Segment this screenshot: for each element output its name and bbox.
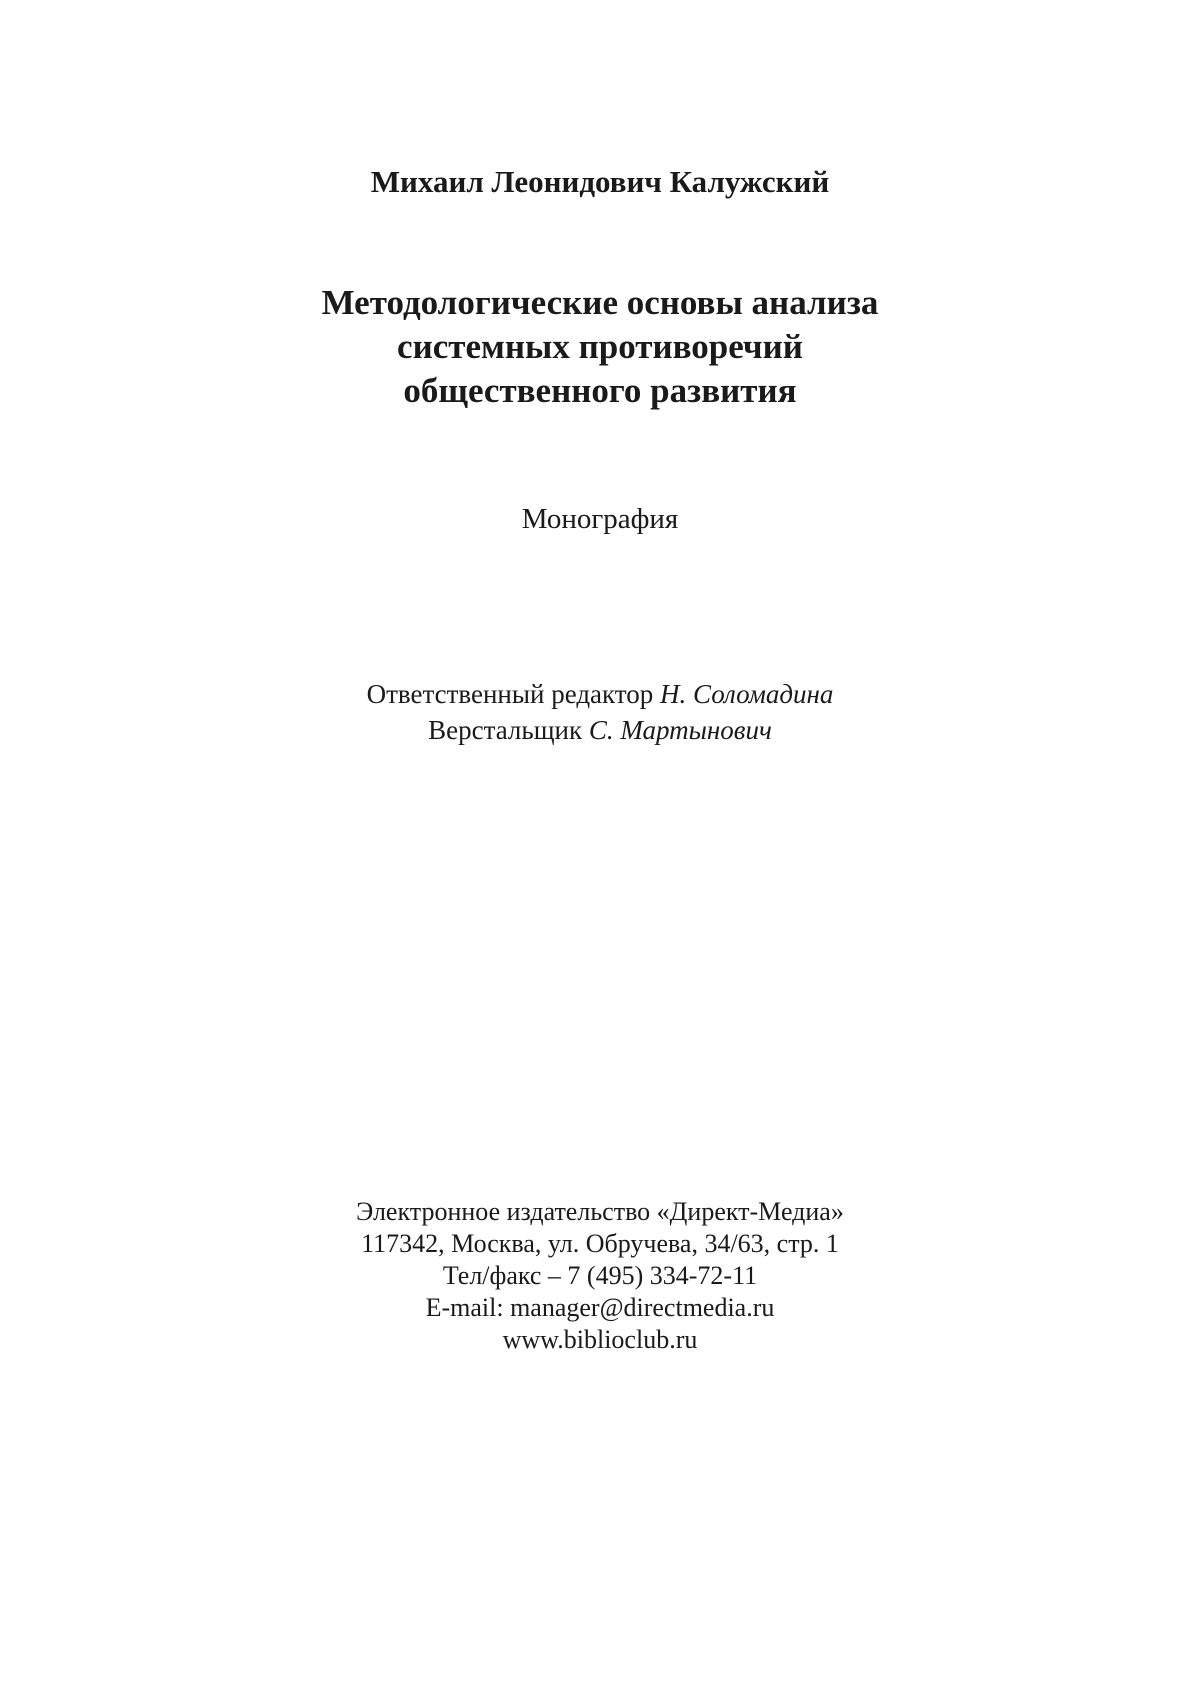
- typesetter-role: Верстальщик: [428, 715, 583, 745]
- book-genre: Монография: [521, 503, 679, 535]
- book-title-line-3: общественного развития: [403, 371, 797, 410]
- publisher-name: Электронное издательство «Директ-Медиа»: [356, 1197, 844, 1226]
- author-name: Михаил Леонидович Калужский: [370, 164, 830, 199]
- publisher-phone: Тел/факс – 7 (495) 334-72-11: [442, 1261, 758, 1290]
- editor-role: Ответственный редактор: [366, 679, 654, 709]
- editor-credit: [0, 676, 1200, 712]
- typesetter-name: С. Мартынович: [588, 715, 772, 745]
- book-title-line-2: системных противоречий: [397, 327, 803, 366]
- publisher-website: www.biblioclub.ru: [502, 1325, 698, 1354]
- book-title: [0, 281, 1200, 413]
- publisher-info: [0, 1196, 1200, 1356]
- credits: [0, 676, 1200, 748]
- book-title-line-1: Методологические основы анализа: [321, 283, 879, 322]
- typesetter-credit: [0, 712, 1200, 748]
- publisher-email: E-mail: manager@directmedia.ru: [425, 1293, 775, 1322]
- publisher-address: 117342, Москва, ул. Обручева, 34/63, стр. 1: [361, 1229, 839, 1258]
- editor-name: Н. Соломадина: [660, 679, 834, 709]
